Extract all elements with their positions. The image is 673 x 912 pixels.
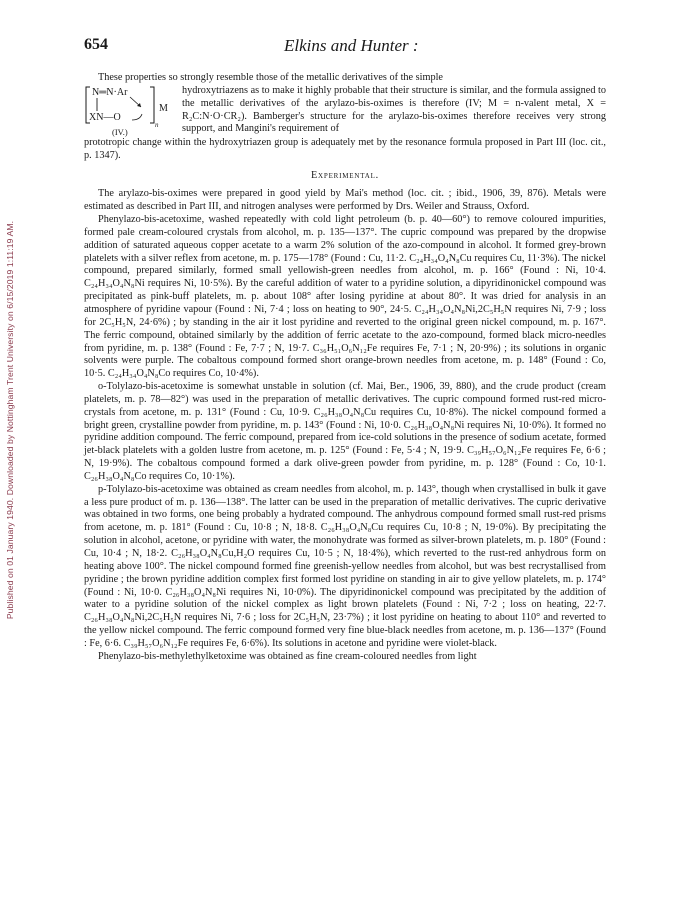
paragraph-o-tolylazo: o-Tolylazo-bis-acetoxime is somewhat unstable in solution (cf. Mai, Ber., 1906, 39, 880), and the crude product (cream platelets, m. p. 78—82°) was used in the preparation of metallic derivatives. The cupric compound formed rust-red micro-crystals from acetone, m. p. 131° (Found : Cu, 10·9. C₂₆H₃₈O₄N₈Cu requires Cu, 10·8%). The nickel compound formed a bright green, crystalline powder from pyridine, m. p. 143° (Found : Ni, 10·0. C₂₆H₃₈O₄N₈Ni requires Ni, 10·0%). It formed no pyridine addition compound. The ferric compound, prepared from ice-cold solutions in the presence of sodium acetate, formed jet-black platelets with a golden lustre from acetone, m. p. 125° (Found : Fe, 5·4 ; N, 19·9. C₃₉H₅₇O₆N₁₂Fe requires Fe, 6·6 ; N, 19·9%). The cobaltous compound formed a dark olive-green powder from pyridine, m. p. 128° (Found : Co, 10·1. C₂₆H₃₈O₄N₈Co requires Co, 10·1%). [84,381,606,482]
watermark-text: Published on 01 January 1940. Downloaded by Nottingham Trent University on 6/15/2019 1:11:19 AM. [5,220,16,620]
formula-subscript: n [155,120,159,129]
article-body [84,72,606,664]
formula-line-1: N═N·Ar [92,86,128,98]
paragraph-phenylazo: Phenylazo-bis-acetoxime, washed repeatedly with cold light petroleum (b. p. 40—60°) to remove coloured impurities, formed pale cream-coloured crystals from alcohol, m. p. 135—137°. The cupric compound was prepared by the dropwise addition of saturated aqueous copper acetate to a warm 2% solution of the azo-compound in alcohol. It formed grey-brown platelets with a silver reflex from acetone, m. p. 175—178° (Found : Cu, 11·2. C₂₄H₃₄O₄N₈Cu requires Cu, 11·3%). The nickel compound, prepared similarly, formed small yellowish-green needles from alcohol, m. p. 166° (Found : Ni, 10·4. C₂₄H₃₄O₄N₈Ni requires Ni, 10·5%). By the careful addition of water to a pyridine solution, a dipyridinonickel compound was precipitated as pink-buff platelets, m. p. about 108° after losing pyridine at about 80°. It was dried for analysis in an atmosphere of pyridine vapour (Found : Ni, 7·4 ; loss on heating to 90°, 24·5. C₂₄H₃₄O₄N₈Ni,2C₅H₅N requires Ni, 7·9 ; loss for 2C₅H₅N, 24·6%) ; by standing in the air it lost pyridine and reverted to the original green nickel compound, m. p. 167°. The ferric compound, obtained similarly by the addition of ferric acetate to the azo-compound, formed black micro-needles from pyridine, m. p. 138° (Found : Fe, 7·7 ; N, 19·7. C₃₆H₅₁O₆N₁₂Fe requires Fe, 7·1 ; N, 20·9%) ; its solutions in organic solvents were purple. The cobaltous compound formed short orange-brown needles from acetone, m. p. 148° (Found : Co, 10·5. C₂₄H₃₄O₄N₈Co requires Co, 10·4%). [84,214,606,380]
formula-block [84,85,606,137]
formula-metal: M [159,102,168,114]
curved-bond [132,114,142,120]
paragraph-methods: The arylazo-bis-oximes were prepared in good yield by Mai's method (loc. cit. ; ibid., 1906, 39, 876). Metals were estimated as described in Part III, and nitrogen analyses were performed by Drs. Weiler and Strauss, Oxford. [84,188,606,213]
intro-rest: prototropic change within the hydroxytriazen group is adequately met by the resonance formula proposed in Part III (loc. cit., p. 1347). [84,136,606,161]
paragraph-p-tolylazo: p-Tolylazo-bis-acetoxime was obtained as cream needles from alcohol, m. p. 143°, though when crystallised in bulk it gave a less pure product of m. p. 136—138°. The latter can be used in the preparation of metallic derivatives. The cupric derivative was obtained in two forms, one being probably a hydrated compound. The anhydrous compound formed small rust-red prisms from acetone, m. p. 181° (Found : Cu, 10·8 ; N, 18·8. C₂₆H₃₈O₄N₈Cu requires Cu, 10·8 ; N, 19·0%). By precipitating the solution in alcohol, acetone, or pyridine with water, the monohydrate was formed as silver-brown platelets, m. p. 180° (Found : Cu, 10·4 ; N, 18·2. C₂₆H₃₈O₄N₈Cu,H₂O requires Cu, 10·5 ; N, 18·4%), which reverted to the rust-red anhydrous form on heating above 100°. The nickel compound formed fine greenish-yellow needles from alcohol, but was best recrystallised from pyridine ; the brown pyridine addition complex first formed lost pyridine on standing in air to give yellow platelets, m. p. 174° (Found : Ni, 10·0. C₂₆H₃₈O₄N₈Ni requires Ni, 10·0%). The dipyridinonickel compound was precipitated by the addition of water to a pyridine solution of the nickel complex as light brown platelets (Found : Ni, 7·2 ; loss on heating, 22·7. C₂₆H₃₈O₄N₈Ni,2C₅H₅N requires Ni, 7·6 ; loss for 2C₅H₅N, 23·7%) ; it lost pyridine on heating to about 110° and reverted to the yellow nickel compound. The ferric compound formed very fine blue-black needles from acetone, m. p. 136—137° (Found : Fe, 6·6. C₃₉H₅₇O₆N₁₂Fe requires Fe, 6·6%). Its solutions in acetone and pyridine were violet-black. [84,483,606,649]
download-watermark [2,40,18,800]
right-bracket [150,87,154,123]
paragraph-methylethyl: Phenylazo-bis-methylethylketoxime was obtained as fine cream-coloured needles from light [98,650,477,662]
formula-label: (IV.) [112,126,128,137]
formula-line-2: XN—O [89,111,121,123]
page-header [84,36,604,58]
intro-fig-text: hydroxytriazens as to make it highly probable that their structure is similar, and the formula assigned to the metallic derivatives of the arylazo-bis-oximes is therefore (IV; M = n-valent metal, X = R₂C:N·O·CR₂). Bamberger's structure for the arylazo-bis-oximes therefore receives very strong support, and Mangini's requirement of [182,84,607,135]
section-heading: Experimental. [310,169,380,181]
running-head: Elkins and Hunter : [284,36,419,55]
structural-formula-iv [84,85,176,137]
intro-lead: These properties so strongly resemble those of the metallic derivatives of the simple [98,72,443,83]
formula-drawing [84,85,176,137]
page-number: 654 [84,36,108,53]
